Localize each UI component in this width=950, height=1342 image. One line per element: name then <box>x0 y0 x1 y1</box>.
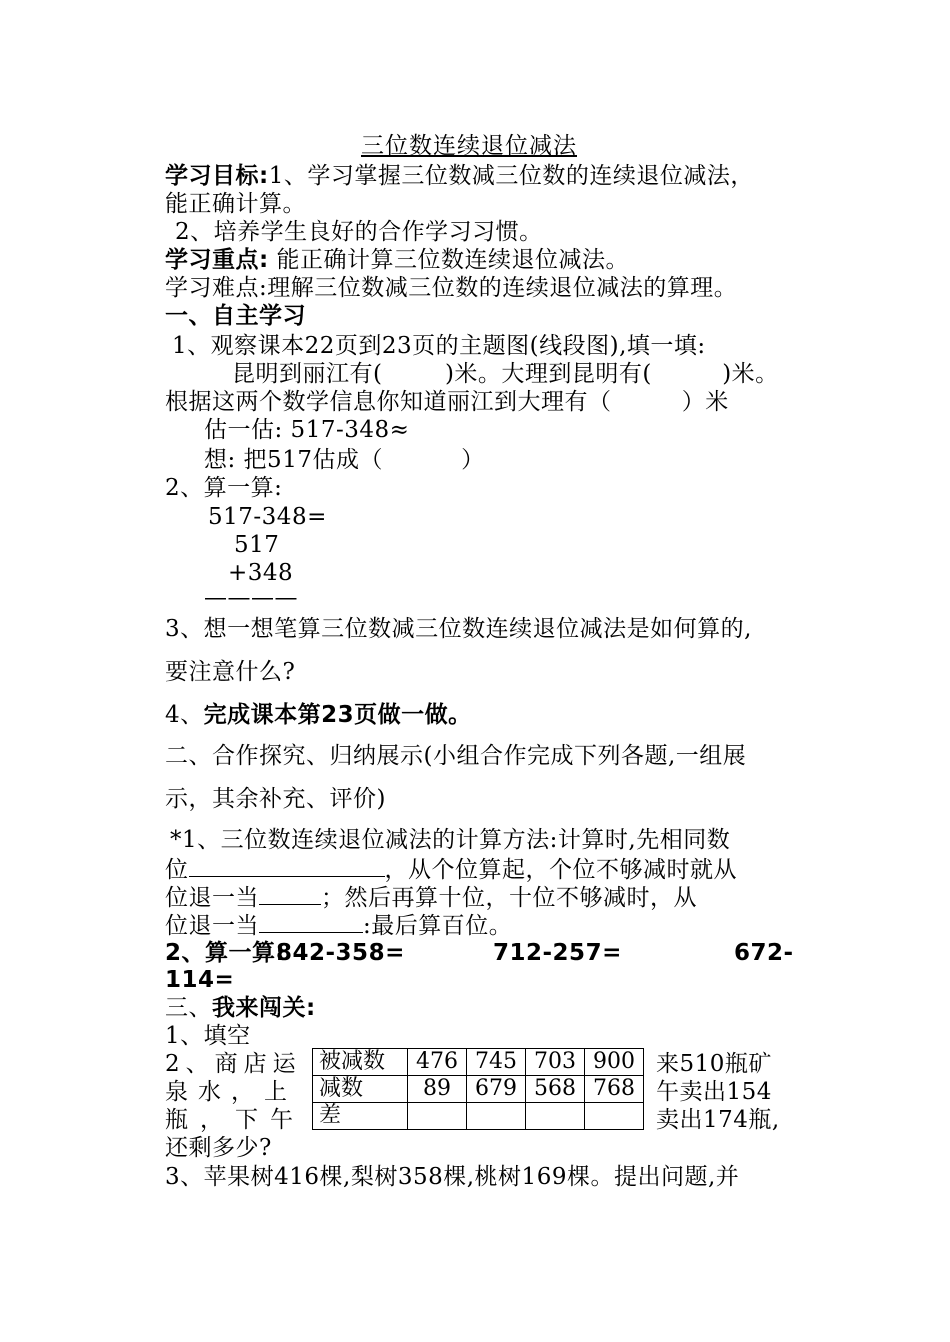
s2-m2b: ，从个位算起，个位不够减时就从 <box>384 857 737 883</box>
objective-2: 2、培养学生良好的合作学习习惯。 <box>175 219 543 245</box>
row-label-minuend: 被减数 <box>313 1049 408 1076</box>
fill-blank-3[interactable] <box>259 910 363 933</box>
difference-cell[interactable] <box>467 1103 526 1130</box>
minuend-cell: 476 <box>408 1049 467 1076</box>
s1-q4-num: 4、 <box>165 702 204 728</box>
s1-q2: 2、算一算: <box>165 475 283 501</box>
key-point-line <box>165 246 629 274</box>
s1-q1-line3: 根据这两个数学信息你知道丽江到大理有（ ）米 <box>165 389 729 415</box>
s2-calc-1: 842-358= <box>276 940 405 966</box>
fill-blank-2[interactable] <box>259 882 321 905</box>
objective-1b: 能正确计算。 <box>165 191 306 217</box>
s2-method-4 <box>165 910 512 940</box>
s2-method-1: *1、三位数连续退位减法的计算方法:计算时,先相同数 <box>170 827 731 853</box>
s3-q2-left2: 泉水，上 <box>165 1079 297 1105</box>
s1-calc-bottom: +348 <box>228 560 294 586</box>
row-label-difference: 差 <box>313 1103 408 1130</box>
s1-calc-expr: 517-348= <box>208 504 327 530</box>
subtrahend-cell: 89 <box>408 1076 467 1103</box>
objective-1a: 1、学习掌握三位数减三位数的连续退位减法， <box>268 163 754 189</box>
s3-fill: 1、填空 <box>165 1023 251 1049</box>
table-row-subtrahend <box>313 1076 644 1103</box>
minuend-cell: 703 <box>526 1049 585 1076</box>
s1-q1-line2: 昆明到丽江有( )米。大理到昆明有( )米。 <box>232 361 779 387</box>
table-row-minuend <box>313 1049 644 1076</box>
difference-cell[interactable] <box>526 1103 585 1130</box>
difference-cell[interactable] <box>408 1103 467 1130</box>
difficulty-line: 学习难点:理解三位数减三位数的连续退位减法的算理。 <box>165 275 738 301</box>
subtrahend-cell: 568 <box>526 1076 585 1103</box>
page-title: 三位数连续退位减法 <box>361 133 577 159</box>
s2-calc-label: 2、算一算: <box>165 940 286 966</box>
s2-m3b: ；然后再算十位，十位不够减时，从 <box>321 885 697 911</box>
s1-calc-line: ———— <box>204 585 298 611</box>
s1-q4 <box>165 701 472 729</box>
s1-q1: 1、观察课本22页到23页的主题图(线段图),填一填: <box>172 333 706 359</box>
s3-q2-right3: 卖出174瓶, <box>656 1107 780 1133</box>
s3-q3: 3、苹果树416棵,梨树358棵,桃树169棵。提出问题,并 <box>165 1164 740 1190</box>
objectives-label: 学习目标: <box>165 163 269 189</box>
section1-heading: 一、自主学习 <box>165 303 306 329</box>
s1-q3a: 3、想一想笔算三位数减三位数连续退位减法是如何算的, <box>165 616 752 642</box>
subtraction-table <box>312 1048 644 1130</box>
s2-m3a: 位退一当 <box>165 885 259 911</box>
subtrahend-cell: 679 <box>467 1076 526 1103</box>
s1-estimate: 估一估: 517-348≈ <box>204 417 410 443</box>
s2-m4b: :最后算百位。 <box>363 913 513 939</box>
minuend-cell: 900 <box>585 1049 644 1076</box>
s1-q4-text: 完成课本第23页做一做。 <box>203 702 472 728</box>
s2-calc-2: 712-257= <box>493 940 622 966</box>
s1-think: 想: 把517估成（ ） <box>204 447 485 473</box>
s3-q2-right2: 午卖出154 <box>656 1079 772 1105</box>
s2-calc-3b: 114= <box>165 967 235 993</box>
s1-q3b: 要注意什么? <box>165 659 296 685</box>
s3-q2-end: 还剩多少? <box>165 1135 272 1161</box>
objectives-line1 <box>165 162 754 190</box>
s3-q2-right1: 来510瓶矿 <box>656 1051 772 1077</box>
subtrahend-cell: 768 <box>585 1076 644 1103</box>
s2-method-2 <box>165 854 737 884</box>
section3-heading-num: 三、 <box>165 995 212 1021</box>
section2-heading-b: 示，其余补充、评价) <box>165 786 386 812</box>
s2-m4a: 位退一当 <box>165 913 259 939</box>
key-point-text: 能正确计算三位数连续退位减法。 <box>276 247 630 273</box>
difference-cell[interactable] <box>585 1103 644 1130</box>
section3-heading-text: 我来闯关: <box>212 995 316 1021</box>
key-point-label: 学习重点: <box>165 247 269 273</box>
table-row-difference <box>313 1103 644 1130</box>
s3-q2-left1: 2、商店运 <box>165 1051 302 1077</box>
fill-blank-1[interactable] <box>189 854 385 877</box>
s2-calc-3a: 672- <box>734 940 794 966</box>
s2-method-3 <box>165 882 697 912</box>
s3-q2-left3: 瓶，下午 <box>165 1107 305 1133</box>
s2-m2a: 位 <box>165 857 189 883</box>
minuend-cell: 745 <box>467 1049 526 1076</box>
row-label-subtrahend: 减数 <box>313 1076 408 1103</box>
section3-heading <box>165 994 316 1022</box>
section2-heading-a: 二、合作探究、归纳展示(小组合作完成下列各题,一组展 <box>165 743 747 769</box>
s1-calc-top: 517 <box>234 532 280 558</box>
